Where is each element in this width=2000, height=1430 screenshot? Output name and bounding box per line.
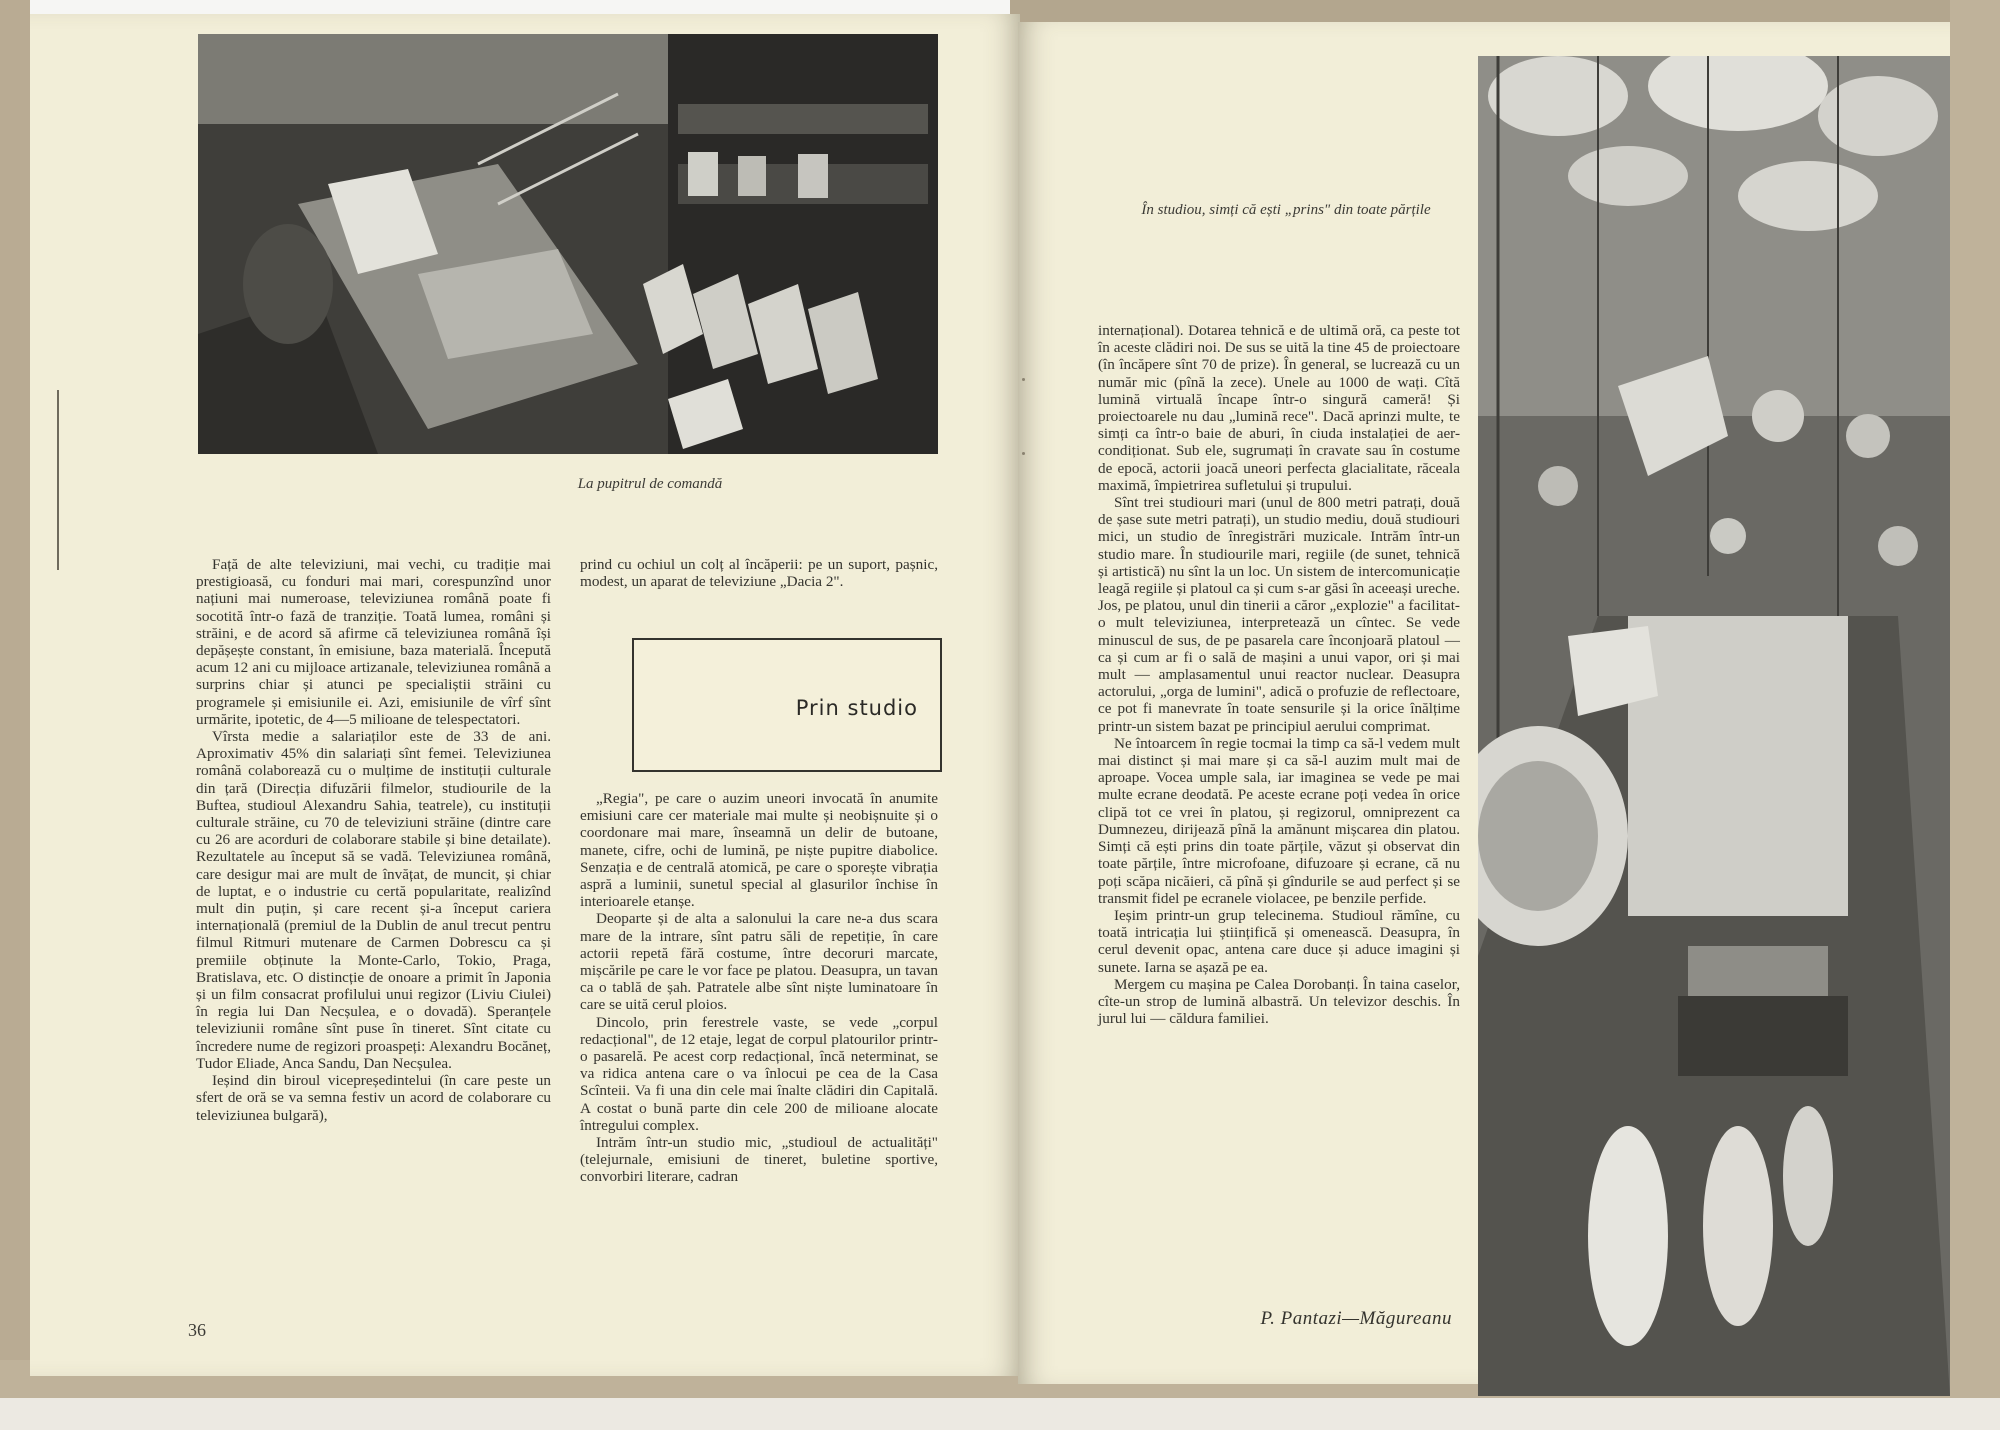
book-cover-left-edge: [0, 0, 30, 1430]
control-desk-photo-drawing: [198, 34, 938, 454]
studio-photo-drawing: [1478, 56, 1950, 1396]
right-photo-caption: În studiou, simți că ești „prins" din toate părțile: [1141, 202, 1431, 218]
book-cover-top-edge: [1010, 0, 2000, 24]
paragraph: Sînt trei studiouri mari (unul de 800 metri patrați, două de șase sute metri patrați), un studio mediu, două studiouri mici, un studio de înregistrări muzicale. Intrăm într-un studio mare. În studiourile mari, regiile (de sunet, tehnică și artistică) nu sînt la un loc. Un sistem de intercomunicație leagă regiile și platoul ca și cum s-ar găsi în aceeași ureche. Jos, pe platou, unul din tinerii a căror „explozie" a facilitat-o mult televiziunea, interpretează un cîntec. Se vede minuscul de sus, de pe pasarela care înconjoară platoul — ca și cum ar fi o sală de mașini a unui vapor, ori și mai mult — amplasamentul unui reactor nuclear. Deasupra actorului, „orga de lumini", adică o profuzie de reflectoare, ce pot fi manevrate în toate sensurile și la orice înălțime printr-un sistem bazat pe principiul aerului comprimat.: [1098, 494, 1460, 735]
paragraph: Ne întoarcem în regie tocmai la timp ca să-l vedem mult mai distinct și mai mare și ca să-l auzim mult mai de aproape. Vocea umple sala, iar imaginea se vede pe mai multe ecrane deodată. Pe aceste ecrane poți vedea în orice clipă tot ce vrei în platou, și regizorul, omniprezent ca Dumnezeu, dirijează pînă la amănunt mișcarea din platou. Simți că ești prins din toate părțile, văzut și observat din toate părțile, între microfoane, difuzoare și ecrane, că nu poți scăpa nicăieri, că pînă și gîndurile se aud perfect și se transmit fidel pe ecranele violacee, pe benzile perfide.: [1098, 734, 1460, 907]
page-number: 36: [188, 1320, 206, 1340]
book-cover-right-edge: [1950, 0, 2000, 1398]
control-desk-photo: [198, 34, 938, 454]
paragraph: Dincolo, prin ferestrele vaste, se vede „corpul redacțional", de 12 etaje, legat de corpul platourilor printr-o pasarelă. Pe acest corp redacțional, încă neterminat, se va ridica antena care o va înlocui pe cea de la Casa Scînteii. Va fi una din cele mai înalte clădiri din Capitală. A costat o bună parte din cele 200 de milioane alocate întregului complex.: [580, 1013, 938, 1134]
paragraph: Deoparte și de alta a salonului la care ne-a dus scara mare de la intrare, sînt patru săli de repetiție, în care actorii repetă fără costume, între decoruri marcate, mișcările pe care le vor face pe platou. Deasupra, un tavan ca o tablă de șah. Patratele albe sînt niște luminatoare în care se uită cerul ploios.: [580, 910, 938, 1014]
studio-photo: [1478, 56, 1950, 1396]
page-edge-marks: [57, 390, 59, 570]
section-heading: Prin studio: [795, 696, 918, 720]
paragraph: Ieșind din biroul vicepreședintelui (în care peste un sfert de oră se va semna festiv un acord de colaborare cu televiziunea bulgară),: [196, 1072, 551, 1124]
paragraph: internațional). Dotarea tehnică e de ultimă oră, ca peste tot în aceste clădiri noi. De sus se uită la tine 45 de proiectoare (în încăpere sînt 70 de prize). În general, se lucrează cu un număr mic (pînă la zece). Unele au 1000 de wați. Cîtă lumină virtuală încape într-o singură cameră! Și proiectoarele nu dau „lumină rece". Dacă aprinzi multe, te simți ca într-o baie de aburi, în ciuda instalației de aer-condiționat. Sub ele, sugrumați în cravate sau în costume de epocă, actorii joacă uneori perfecta glacialitate, răceala maximă, împietrirea sufletului și trupului.: [1098, 322, 1460, 494]
scan-background: [0, 1398, 2000, 1430]
paragraph: „Regia", pe care o auzim uneori invocată în anumite emisiuni care cer materiale mai multe și neobișnuite și o coordonare mai mare, înseamnă un delir de butoane, manete, cifre, ochi de lumină, pe niște pupitre diabolice. Senzația e de centrală atomică, pe care o sporește vibrația aspră a luminii, sunetul special al glasurilor închise în interioarele etanșe.: [580, 790, 938, 911]
left-photo-caption: La pupitrul de comandă: [577, 476, 723, 492]
left-text-column-1: [196, 556, 551, 1124]
paragraph: Față de alte televiziuni, mai vechi, cu tradiție mai prestigioasă, cu fonduri mai mari, corespunzînd unor națiuni mai numeroase, televiziunea română poate fi socotită într-o fază de tranziție. Toată lumea, români și străini, e de acord să afirme că televiziunea română își depășește constant, în emisiune, baza materială. Începută acum 12 ani cu mijloace artizanale, televiziunea română a surprins chiar și atunci pe specialiștii străini cu programele și emisiunile ei. Azi, emisiunile de vîrf sînt urmărite, ipotetic, de 4—5 milioane de telespectatori.: [196, 556, 551, 728]
left-text-column-2-continued: [580, 790, 938, 1186]
paragraph: Vîrsta medie a salariaților este de 33 de ani. Aproximativ 45% din salariați sînt femei. Televiziunea română colaborează cu o mulțime de instituții culturale din țară (Direcția difuzării filmelor, studiourile de la Buftea, studioul Alexandru Sahia, teatrele), cu instituții culturale străine, cu 70 de televiziuni străine (dintre care cu 26 are acorduri de colaborare stabile și bine detailate). Rezultatele au început să se vadă. Televiziunea română, care desigur mai are mult de învățat, de muncit, și chiar de luptat, e o industrie cu certă popularitate, realizînd mult din puțin, și care recent și-a început cariera internațională (premiul de la Dublin de anul trecut pentru filmul Ritmuri mutenare de Carmen Dobrescu ca și premiile obținute la Monte-Carlo, Tokio, Praga, Bratislava, etc. O distincție de onoare a primit în Japonia și un film consacrat profilului unui regizor (Liviu Ciulei) în regia lui Dan Necșulea, e o dovadă). Speranțele televiziunii române sînt puse în tineret. Sînt citate cu încredere nume de regizori proaspeți: Alexandru Bocăneț, Tudor Eliade, Anca Sandu, Dan Necșulea.: [196, 728, 551, 1072]
paragraph: Mergem cu mașina pe Calea Dorobanți. În taina caselor, cîte-un strop de lumină albastră. Un televizor deschis. În jurul lui — căldura familiei.: [1098, 975, 1460, 1028]
right-text-column: [1098, 322, 1460, 1027]
left-text-column-2: [580, 556, 938, 590]
author-signature: P. Pantazi—Măgureanu: [1260, 1308, 1452, 1329]
section-heading-box: [632, 638, 942, 772]
binding-mark: [1022, 378, 1025, 381]
binding-mark: [1022, 452, 1025, 455]
paragraph: Intrăm într-un studio mic, „studioul de actualități" (telejurnale, emisiuni de tineret, buletine sportive, convorbiri literare, cadran: [580, 1134, 938, 1186]
paragraph: prind cu ochiul un colț al încăperii: pe un suport, pașnic, modest, un aparat de televiziune „Dacia 2".: [580, 556, 938, 591]
paragraph: Ieșim printr-un grup telecinema. Studioul rămîne, cu toată intricația lui științifică și omenească. Deasupra, în cerul devenit opac, antena care duce și aduce imagini și sunete. Iarna se așază pe ea.: [1098, 906, 1460, 976]
